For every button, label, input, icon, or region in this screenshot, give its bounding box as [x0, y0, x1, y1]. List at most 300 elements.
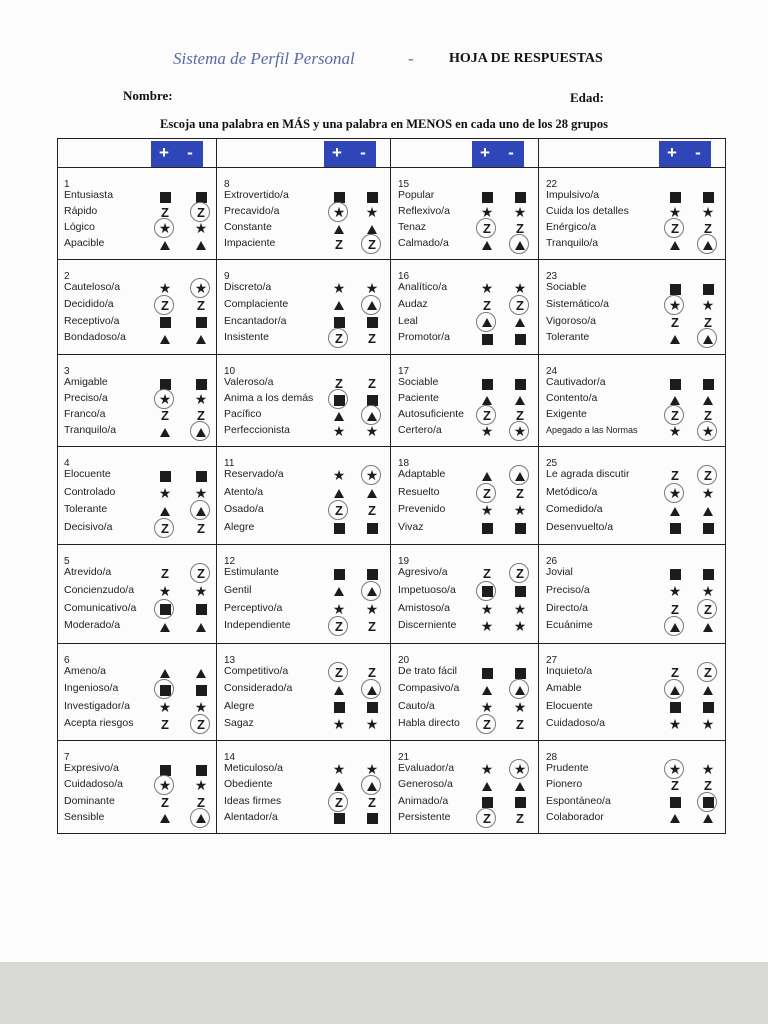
plus-star-icon[interactable]: [157, 584, 173, 600]
square-icon: [515, 586, 526, 597]
word-row: [539, 566, 725, 582]
word-row: [539, 298, 725, 314]
group-number: 7: [64, 752, 70, 763]
word-row: [391, 795, 539, 811]
minus-z-letter-icon-circled[interactable]: [700, 665, 716, 681]
square-icon: [334, 702, 345, 713]
minus-triangle-icon-circled[interactable]: [193, 424, 209, 440]
minus-z-letter-icon[interactable]: [512, 486, 528, 502]
minus-star-icon[interactable]: [700, 584, 716, 600]
minus-triangle-icon-circled[interactable]: [193, 503, 209, 519]
group-number: 12: [224, 556, 236, 567]
minus-square-icon-circled[interactable]: [700, 795, 716, 811]
plus-z-letter-icon[interactable]: [157, 408, 173, 424]
minus-star-icon[interactable]: [700, 717, 716, 733]
triangle-icon: [670, 335, 680, 344]
word-row: [539, 392, 725, 408]
plus-z-letter-icon-circled[interactable]: [331, 665, 347, 681]
minus-z-letter-icon-circled[interactable]: [364, 237, 380, 253]
minus-z-letter-icon-circled[interactable]: [193, 566, 209, 582]
star-icon: ★: [194, 583, 208, 600]
plus-z-letter-icon[interactable]: [157, 795, 173, 811]
minus-triangle-icon[interactable]: [700, 619, 716, 635]
plus-z-letter-icon-circled[interactable]: [479, 408, 495, 424]
plus-square-icon-circled[interactable]: [157, 602, 173, 618]
plus-star-icon[interactable]: [479, 503, 495, 519]
plus-star-icon[interactable]: [157, 700, 173, 716]
word-row: [539, 503, 725, 519]
word-label: Perceptivo/a: [224, 601, 283, 614]
minus-square-icon[interactable]: [512, 376, 528, 392]
plus-square-icon[interactable]: [667, 700, 683, 716]
word-row: [57, 189, 217, 205]
star-icon: ★: [332, 762, 346, 778]
plus-triangle-icon[interactable]: [667, 331, 683, 347]
plus-square-icon[interactable]: [157, 315, 173, 331]
minus-square-icon[interactable]: [193, 602, 209, 618]
square-icon: [703, 192, 714, 203]
plus-square-icon[interactable]: [479, 665, 495, 681]
group-number: 16: [398, 271, 410, 282]
minus-square-icon[interactable]: [700, 376, 716, 392]
group-number: 13: [224, 655, 236, 666]
plus-square-icon[interactable]: [667, 376, 683, 392]
plus-triangle-icon[interactable]: [331, 682, 347, 698]
minus-triangle-icon-circled[interactable]: [364, 584, 380, 600]
minus-star-icon-circled[interactable]: [193, 281, 209, 297]
group-number: 10: [224, 366, 236, 377]
triangle-icon: [196, 507, 206, 516]
star-icon: ★: [194, 392, 208, 408]
plus-z-letter-icon-circled[interactable]: [479, 221, 495, 237]
plus-z-letter-icon[interactable]: [157, 717, 173, 733]
minus-star-icon[interactable]: [193, 778, 209, 794]
plus-star-icon[interactable]: [667, 584, 683, 600]
minus-triangle-icon[interactable]: [512, 315, 528, 331]
plus-star-icon-circled[interactable]: [667, 298, 683, 314]
minus-triangle-icon[interactable]: [193, 237, 209, 253]
plus-square-icon-circled[interactable]: [331, 392, 347, 408]
z-letter-icon: Z: [704, 408, 712, 423]
plus-square-icon[interactable]: [331, 566, 347, 582]
plus-star-icon[interactable]: [157, 486, 173, 502]
plus-z-letter-icon-circled[interactable]: [667, 221, 683, 237]
square-icon: [367, 192, 378, 203]
minus-star-icon[interactable]: [193, 392, 209, 408]
plus-z-letter-icon[interactable]: [667, 315, 683, 331]
plus-square-icon[interactable]: [479, 331, 495, 347]
group-number: 3: [64, 366, 70, 377]
plus-triangle-icon-circled[interactable]: [667, 682, 683, 698]
minus-star-icon[interactable]: [512, 700, 528, 716]
square-icon: [160, 471, 171, 482]
word-label: Autosuficiente: [398, 408, 464, 420]
minus-triangle-icon-circled[interactable]: [364, 682, 380, 698]
minus-star-icon-circled[interactable]: [512, 424, 528, 440]
minus-triangle-icon[interactable]: [700, 503, 716, 519]
plus-triangle-icon-circled[interactable]: [479, 315, 495, 331]
triangle-icon: [367, 782, 377, 791]
minus-z-letter-icon-circled[interactable]: [512, 298, 528, 314]
plus-star-icon-circled[interactable]: [331, 205, 347, 221]
plus-z-letter-icon[interactable]: [667, 602, 683, 618]
plus-triangle-icon[interactable]: [157, 503, 173, 519]
plus-z-letter-icon[interactable]: [479, 566, 495, 582]
minus-z-letter-icon[interactable]: [364, 376, 380, 392]
minus-z-letter-icon-circled[interactable]: [193, 205, 209, 221]
word-row: [217, 468, 391, 484]
minus-triangle-icon-circled[interactable]: [364, 298, 380, 314]
plus-z-letter-icon-circled[interactable]: [157, 521, 173, 537]
star-icon: ★: [513, 699, 527, 716]
square-icon: [334, 192, 345, 203]
minus-star-icon[interactable]: [512, 619, 528, 635]
word-row: [217, 811, 391, 827]
word-row: [391, 189, 539, 205]
z-letter-icon: Z: [483, 408, 491, 423]
square-icon: [367, 523, 378, 534]
minus-z-letter-icon-circled[interactable]: [193, 717, 209, 733]
square-icon: [482, 379, 493, 390]
word-label: Cuidadoso/a: [546, 716, 605, 729]
z-letter-icon: Z: [335, 237, 343, 252]
plus-square-icon-circled[interactable]: [157, 682, 173, 698]
minus-triangle-icon-circled[interactable]: [512, 237, 528, 253]
minus-star-icon[interactable]: [700, 486, 716, 502]
plus-triangle-icon[interactable]: [331, 298, 347, 314]
minus-square-icon[interactable]: [512, 331, 528, 347]
plus-square-icon-circled[interactable]: [479, 584, 495, 600]
z-letter-icon: Z: [671, 221, 679, 236]
plus-square-icon[interactable]: [667, 795, 683, 811]
plus-triangle-icon[interactable]: [157, 811, 173, 827]
plus-z-letter-icon-circled[interactable]: [479, 486, 495, 502]
plus-triangle-icon[interactable]: [479, 778, 495, 794]
plus-star-icon-circled[interactable]: [157, 392, 173, 408]
minus-square-icon[interactable]: [512, 189, 528, 205]
triangle-icon: [703, 686, 713, 695]
plus-triangle-icon[interactable]: [331, 221, 347, 237]
minus-triangle-icon[interactable]: [193, 665, 209, 681]
word-row: [57, 619, 217, 635]
triangle-icon: [367, 587, 377, 596]
word-row: [539, 762, 725, 778]
plus-star-icon[interactable]: [479, 619, 495, 635]
plus-triangle-icon[interactable]: [157, 619, 173, 635]
triangle-icon: [670, 396, 680, 405]
plus-square-icon[interactable]: [331, 521, 347, 537]
minus-triangle-icon-circled[interactable]: [512, 682, 528, 698]
minus-square-icon[interactable]: [364, 811, 380, 827]
triangle-icon: [334, 225, 344, 234]
minus-square-icon[interactable]: [700, 189, 716, 205]
square-icon: [482, 523, 493, 534]
minus-z-letter-icon[interactable]: [193, 298, 209, 314]
word-label: Extrovertido/a: [224, 189, 289, 201]
plus-z-letter-icon-circled[interactable]: [331, 619, 347, 635]
plus-z-letter-icon[interactable]: [331, 237, 347, 253]
plus-triangle-icon[interactable]: [479, 682, 495, 698]
square-icon: [160, 192, 171, 203]
star-icon: ★: [480, 281, 494, 297]
minus-star-icon[interactable]: [193, 221, 209, 237]
plus-square-icon[interactable]: [667, 566, 683, 582]
plus-star-icon[interactable]: [331, 602, 347, 618]
minus-triangle-icon-circled[interactable]: [364, 408, 380, 424]
minus-square-icon[interactable]: [364, 521, 380, 537]
group-number: 28: [546, 752, 558, 763]
plus-square-icon[interactable]: [667, 521, 683, 537]
word-row: [57, 392, 217, 408]
minus-label: -: [187, 143, 193, 162]
minus-label: -: [360, 143, 366, 162]
plus-z-letter-icon-circled[interactable]: [479, 717, 495, 733]
word-row: [539, 700, 725, 716]
star-icon: ★: [513, 503, 527, 519]
square-icon: [334, 317, 345, 328]
plus-triangle-icon[interactable]: [157, 331, 173, 347]
plus-z-letter-icon[interactable]: [157, 566, 173, 582]
plus-star-icon-circled[interactable]: [667, 486, 683, 502]
triangle-icon: [367, 301, 377, 310]
minus-star-icon[interactable]: [364, 602, 380, 618]
plus-triangle-icon[interactable]: [479, 237, 495, 253]
z-letter-icon: Z: [516, 297, 524, 313]
minus-z-letter-icon-circled[interactable]: [700, 602, 716, 618]
plus-star-icon-circled[interactable]: [157, 221, 173, 237]
word-label: Exigente: [546, 408, 587, 420]
plus-z-letter-icon-circled[interactable]: [667, 408, 683, 424]
plus-star-icon[interactable]: [331, 717, 347, 733]
minus-star-icon[interactable]: [512, 205, 528, 221]
minus-square-icon[interactable]: [512, 521, 528, 537]
group-15: [391, 168, 539, 260]
minus-star-icon[interactable]: [364, 205, 380, 221]
square-icon: [196, 192, 207, 203]
word-row: [391, 392, 539, 408]
word-row: [57, 315, 217, 331]
plus-triangle-icon[interactable]: [479, 468, 495, 484]
star-icon: ★: [480, 619, 494, 636]
word-row: [217, 298, 391, 314]
word-label: Atrevido/a: [64, 566, 112, 578]
minus-square-icon[interactable]: [193, 315, 209, 331]
word-label: Lógico: [64, 221, 95, 233]
triangle-icon: [515, 686, 525, 695]
plus-square-icon[interactable]: [331, 700, 347, 716]
triangle-icon: [670, 241, 680, 250]
plus-star-icon[interactable]: [479, 424, 495, 440]
plus-square-icon[interactable]: [331, 811, 347, 827]
minus-z-letter-icon[interactable]: [364, 503, 380, 519]
plus-triangle-icon[interactable]: [157, 424, 173, 440]
group-number: 23: [546, 271, 558, 282]
plus-z-letter-icon-circled[interactable]: [157, 298, 173, 314]
plus-star-icon-circled[interactable]: [667, 762, 683, 778]
plus-triangle-icon[interactable]: [667, 503, 683, 519]
minus-star-icon-circled[interactable]: [700, 424, 716, 440]
plus-star-icon[interactable]: [331, 281, 347, 297]
plus-square-icon[interactable]: [157, 189, 173, 205]
word-row: [57, 298, 217, 314]
plus-star-icon[interactable]: [479, 602, 495, 618]
minus-star-icon-circled[interactable]: [512, 762, 528, 778]
minus-triangle-icon[interactable]: [700, 682, 716, 698]
plus-star-icon[interactable]: [331, 762, 347, 778]
minus-triangle-icon[interactable]: [364, 486, 380, 502]
triangle-icon: [703, 335, 713, 344]
minus-star-icon[interactable]: [700, 762, 716, 778]
minus-star-icon[interactable]: [512, 503, 528, 519]
group-11: [217, 447, 391, 545]
plus-z-letter-icon-circled[interactable]: [331, 331, 347, 347]
minus-triangle-icon-circled[interactable]: [364, 778, 380, 794]
minus-z-letter-icon[interactable]: [512, 811, 528, 827]
word-row: [217, 408, 391, 424]
plus-star-icon[interactable]: [331, 424, 347, 440]
minus-square-icon[interactable]: [193, 468, 209, 484]
minus-triangle-icon[interactable]: [512, 778, 528, 794]
minus-square-icon[interactable]: [700, 566, 716, 582]
word-label: Perfeccionista: [224, 424, 290, 436]
minus-star-icon[interactable]: [364, 424, 380, 440]
plus-square-icon[interactable]: [479, 376, 495, 392]
minus-z-letter-icon[interactable]: [364, 331, 380, 347]
plus-star-icon-circled[interactable]: [157, 778, 173, 794]
minus-triangle-icon-circled[interactable]: [193, 811, 209, 827]
word-row: [57, 584, 217, 600]
minus-z-letter-icon-circled[interactable]: [512, 566, 528, 582]
star-icon: ★: [701, 716, 715, 733]
minus-triangle-icon[interactable]: [512, 392, 528, 408]
minus-square-icon[interactable]: [364, 566, 380, 582]
word-label: Impulsivo/a: [546, 189, 600, 201]
minus-square-icon[interactable]: [193, 762, 209, 778]
minus-square-icon[interactable]: [700, 281, 716, 297]
group-number: 8: [224, 179, 230, 190]
minus-triangle-icon-circled[interactable]: [512, 468, 528, 484]
minus-label: -: [695, 143, 701, 162]
triangle-icon: [160, 428, 170, 437]
word-label: Obediente: [224, 778, 273, 791]
star-icon: ★: [194, 221, 208, 237]
triangle-icon: [196, 241, 206, 250]
plus-star-icon[interactable]: [667, 424, 683, 440]
plus-square-icon[interactable]: [479, 521, 495, 537]
minus-z-letter-icon[interactable]: [193, 521, 209, 537]
plus-star-icon[interactable]: [331, 468, 347, 484]
minus-star-icon-circled[interactable]: [364, 468, 380, 484]
minus-square-icon[interactable]: [364, 700, 380, 716]
word-label: Analítico/a: [398, 281, 448, 293]
minus-square-icon[interactable]: [700, 521, 716, 537]
plus-triangle-icon[interactable]: [667, 811, 683, 827]
plus-triangle-icon[interactable]: [667, 237, 683, 253]
plus-triangle-icon-circled[interactable]: [667, 619, 683, 635]
minus-z-letter-icon[interactable]: [364, 619, 380, 635]
word-label: Elocuente: [64, 468, 111, 480]
minus-z-letter-icon[interactable]: [512, 717, 528, 733]
plus-square-icon[interactable]: [667, 189, 683, 205]
minus-star-icon[interactable]: [193, 584, 209, 600]
plus-z-letter-icon-circled[interactable]: [331, 503, 347, 519]
word-row: [539, 221, 725, 237]
minus-triangle-icon[interactable]: [700, 811, 716, 827]
star-icon: ★: [701, 485, 715, 502]
word-row: [57, 602, 217, 618]
plus-star-icon[interactable]: [479, 762, 495, 778]
minus-triangle-icon[interactable]: [193, 619, 209, 635]
plus-z-letter-icon[interactable]: [667, 778, 683, 794]
minus-star-icon[interactable]: [364, 717, 380, 733]
group-2: [57, 260, 217, 355]
minus-star-icon[interactable]: [700, 298, 716, 314]
minus-triangle-icon-circled[interactable]: [700, 237, 716, 253]
minus-triangle-icon[interactable]: [700, 392, 716, 408]
word-label: Discerniente: [398, 619, 457, 632]
plus-square-icon[interactable]: [479, 189, 495, 205]
minus-square-icon[interactable]: [512, 584, 528, 600]
word-label: Complaciente: [224, 297, 289, 310]
minus-square-icon[interactable]: [700, 700, 716, 716]
plus-triangle-icon[interactable]: [331, 408, 347, 424]
square-icon: [670, 702, 681, 713]
minus-star-icon[interactable]: [700, 205, 716, 221]
minus-square-icon[interactable]: [193, 682, 209, 698]
word-row: [217, 503, 391, 519]
word-label: Metódico/a: [546, 485, 598, 498]
triangle-icon: [367, 686, 377, 695]
word-label: Controlado: [64, 485, 116, 498]
plus-star-icon[interactable]: [479, 281, 495, 297]
minus-triangle-icon[interactable]: [193, 331, 209, 347]
plus-triangle-icon[interactable]: [157, 237, 173, 253]
triangle-icon: [196, 669, 206, 678]
square-icon: [334, 523, 345, 534]
plus-z-letter-icon-circled[interactable]: [331, 795, 347, 811]
word-row: [539, 619, 725, 635]
word-label: Popular: [398, 189, 435, 201]
minus-square-icon[interactable]: [364, 189, 380, 205]
word-label: Tranquilo/a: [64, 424, 117, 436]
group-1: [57, 168, 217, 260]
minus-z-letter-icon-circled[interactable]: [700, 468, 716, 484]
word-label: Moderado/a: [64, 619, 121, 632]
star-icon: ★: [668, 485, 682, 502]
z-letter-icon: Z: [335, 619, 343, 635]
minus-triangle-icon-circled[interactable]: [700, 331, 716, 347]
plus-star-icon[interactable]: [667, 717, 683, 733]
z-letter-icon: Z: [516, 810, 524, 826]
plus-triangle-icon[interactable]: [331, 584, 347, 600]
plus-z-letter-icon-circled[interactable]: [479, 811, 495, 827]
minus-square-icon[interactable]: [193, 376, 209, 392]
minus-square-icon[interactable]: [364, 315, 380, 331]
star-icon: ★: [701, 583, 715, 600]
plus-z-letter-icon[interactable]: [667, 468, 683, 484]
word-label: Leal: [398, 314, 418, 327]
z-letter-icon: Z: [161, 297, 169, 313]
word-row: [391, 811, 539, 827]
minus-square-icon[interactable]: [512, 795, 528, 811]
word-row: [539, 205, 725, 221]
plus-square-icon[interactable]: [157, 468, 173, 484]
minus-star-icon[interactable]: [512, 602, 528, 618]
word-label: Vigoroso/a: [546, 314, 597, 327]
word-label: Receptivo/a: [64, 314, 120, 327]
minus-z-letter-icon[interactable]: [364, 795, 380, 811]
z-letter-icon: Z: [161, 566, 169, 581]
